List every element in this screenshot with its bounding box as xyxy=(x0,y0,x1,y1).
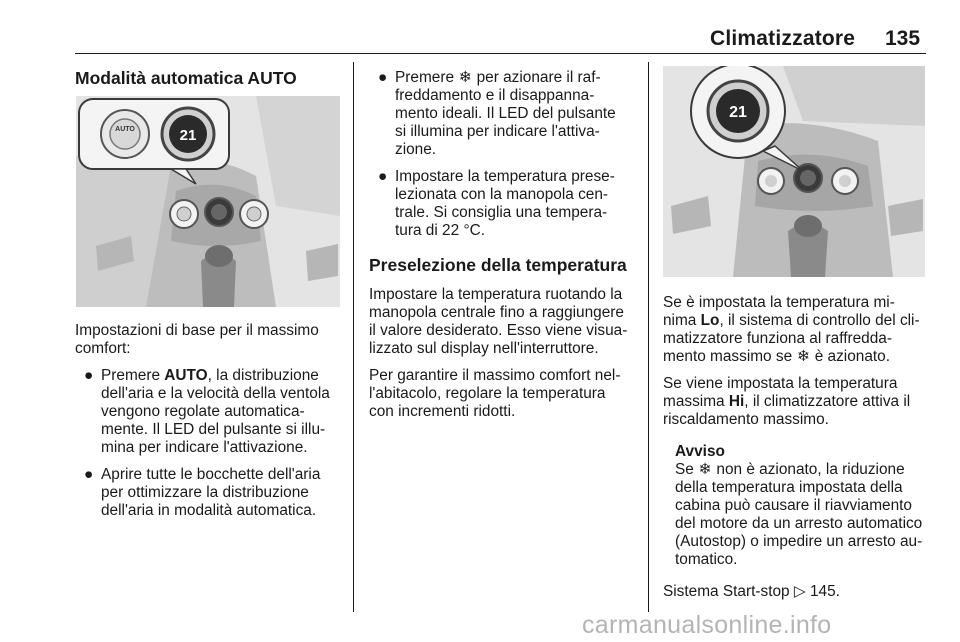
snowflake-icon: ❄ xyxy=(698,461,712,478)
paragraph-line: lizzato sul display nell'interruttore. xyxy=(369,340,599,357)
bullet-text: mina per indicare l'attivazione. xyxy=(101,439,308,456)
xref-page[interactable]: 145. xyxy=(805,583,840,600)
bullet-text: , la distribuzione xyxy=(207,367,319,384)
start-stop-reference[interactable] xyxy=(663,583,928,601)
header-divider xyxy=(75,53,926,54)
bullet-text: mente. Il LED del pulsante si illu- xyxy=(101,421,326,438)
paragraph-line: mento massimo se xyxy=(663,348,797,365)
preselection-paragraph xyxy=(369,286,639,358)
note-line: della temperatura impostata della xyxy=(675,479,903,496)
snowflake-icon: ❄ xyxy=(796,348,810,365)
note-title: Avviso xyxy=(675,443,725,460)
note-line: tomatico. xyxy=(675,551,738,568)
paragraph-line: Se è impostata la temperatura mi- xyxy=(663,294,895,311)
page-number: 135 xyxy=(885,27,921,50)
bullet-icon: ● xyxy=(84,466,94,483)
knob-display-text: 21 xyxy=(729,104,747,121)
paragraph-line: , il climatizzatore attiva il xyxy=(744,393,911,410)
note-box xyxy=(663,443,928,569)
paragraph-line: nima xyxy=(663,312,701,329)
figure-temperature-knob xyxy=(663,66,925,277)
dial-display-text: 21 xyxy=(179,127,197,144)
bullet-text: Premere xyxy=(101,367,165,384)
hi-label: Hi xyxy=(728,393,745,410)
bullet-text: freddamento e il disappanna- xyxy=(395,87,595,104)
auto-label: AUTO xyxy=(164,367,208,384)
paragraph-line: massima xyxy=(663,393,729,410)
right-column xyxy=(663,294,928,610)
bullet-icon: ● xyxy=(84,367,94,384)
left-column-body xyxy=(75,322,345,529)
note-line: cabina può causare il riavviamento xyxy=(675,497,912,514)
bullet-text: per azionare il raf- xyxy=(472,69,601,86)
column-divider-left xyxy=(353,62,354,612)
watermark: carmanualsonline.info xyxy=(582,611,832,639)
snowflake-icon: ❄ xyxy=(458,69,472,86)
bullet-text: zione. xyxy=(395,141,437,158)
left-column xyxy=(75,67,343,98)
note-body xyxy=(675,461,928,569)
page-header-title: Climatizzatore xyxy=(710,27,856,50)
list-item-auto xyxy=(75,367,345,457)
xref-arrow-icon: ▷ xyxy=(793,583,806,600)
list-item-vents xyxy=(75,466,345,520)
paragraph-line: con incrementi ridotti. xyxy=(369,403,516,420)
paragraph-line: riscaldamento massimo. xyxy=(663,411,829,428)
bullet-text: mento ideali. Il LED del pulsante xyxy=(395,105,616,122)
bullet-text: dell'aria e la velocità della ventola xyxy=(101,385,330,402)
lo-label: Lo xyxy=(700,312,720,329)
intro-line-1: Impostazioni di base per il massimo xyxy=(75,322,319,339)
lo-paragraph xyxy=(663,294,928,366)
temperature-knob-illustration xyxy=(663,66,925,277)
bullet-text: lezionata con la manopola cen- xyxy=(395,186,609,203)
paragraph-line: , il sistema di controllo del cli- xyxy=(719,312,920,329)
figure-climate-control xyxy=(76,96,340,307)
bullet-icon: ● xyxy=(378,69,388,86)
xref-label[interactable]: Sistema Start-stop xyxy=(663,583,794,600)
paragraph-line: Impostare la temperatura ruotando la xyxy=(369,286,623,303)
bullet-text: vengono regolate automatica- xyxy=(101,403,305,420)
note-line: non è azionato, la riduzione xyxy=(712,461,905,478)
paragraph-line: Per garantire il massimo comfort nel- xyxy=(369,367,621,384)
paragraph-line: l'abitacolo, regolare la temperatura xyxy=(369,385,606,402)
bullet-text: Premere xyxy=(395,69,459,86)
paragraph-line: manopola centrale fino a raggiungere xyxy=(369,304,624,321)
intro-line-2: comfort: xyxy=(75,340,131,357)
middle-column xyxy=(369,69,639,430)
list-item-temperature xyxy=(369,168,639,240)
section-heading-preselection: Preselezione della temperatura xyxy=(369,255,627,275)
note-line: del motore da un arresto automatico xyxy=(675,515,923,532)
note-line: Se xyxy=(675,461,699,478)
paragraph-line: Se viene impostata la temperatura xyxy=(663,375,898,392)
bullet-text: dell'aria in modalità automatica. xyxy=(101,502,317,519)
bullet-text: Aprire tutte le bocchette dell'aria xyxy=(101,466,321,483)
note-line: (Autostop) o impedire un arresto au- xyxy=(675,533,923,550)
paragraph-line: matizzatore funziona al raffredda- xyxy=(663,330,892,347)
paragraph-line: il valore desiderato. Esso viene visua- xyxy=(369,322,628,339)
bullet-text: per ottimizzare la distribuzione xyxy=(101,484,309,501)
column-divider-right xyxy=(648,62,649,612)
bullet-icon: ● xyxy=(378,168,388,185)
paragraph-line: è azionato. xyxy=(810,348,891,365)
section-heading-auto: Modalità automatica AUTO xyxy=(75,68,297,88)
hi-paragraph xyxy=(663,375,928,429)
bullet-text: trale. Si consiglia una tempera- xyxy=(395,204,608,221)
bullet-text: si illumina per indicare l'attiva- xyxy=(395,123,600,140)
bullet-text: tura di 22 °C. xyxy=(395,222,485,239)
comfort-paragraph xyxy=(369,367,639,421)
car-dashboard-illustration xyxy=(76,96,340,307)
svg-text:AUTO: AUTO xyxy=(115,126,135,133)
list-item-cooling xyxy=(369,69,639,159)
intro-paragraph xyxy=(75,322,345,358)
bullet-text: Impostare la temperatura prese- xyxy=(395,168,615,185)
